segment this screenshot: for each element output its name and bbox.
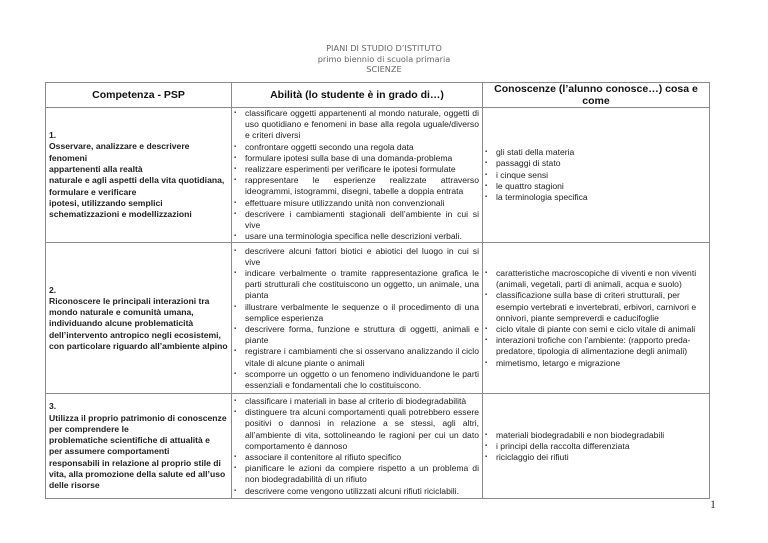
document-subject: SCIENZE — [366, 64, 402, 74]
conoscenze-list — [483, 268, 709, 369]
competenza-text-line: Riconoscere le principali interazioni tra — [49, 295, 210, 306]
abilita-item: ▪ usare una terminologia specifica nelle descrizioni verbali. — [232, 231, 482, 242]
abilita-item: ▪ illustrare verbalmente le sequenze o il procedimento di una semplice esperienza — [232, 302, 482, 324]
abilita-item: ▪ confrontare oggetti secondo una regola data — [232, 142, 482, 153]
competenza-number: 2. — [49, 284, 57, 295]
abilita-list — [232, 108, 482, 242]
competenza-text-line: con particolare riguardo all’ambiente alpino — [49, 341, 228, 352]
abilita-item: ▪ distinguere tra alcuni comportamenti quali potrebbero essere positivi o dannosi in relazione a se stessi, agli altri, all’ambiente di vita, sottolineando le ragioni per cui un dato comportamento è dannoso — [232, 407, 482, 452]
abilita-list — [232, 246, 482, 392]
abilita-item: ▪ registrare i cambiamenti che si osservano analizzando il ciclo vitale di alcune piante o animali — [232, 346, 482, 368]
column-header-abilita: Abilità (lo studente è in grado di…) — [232, 83, 483, 108]
table-row — [46, 108, 710, 243]
conoscenze-cell — [483, 243, 710, 394]
abilita-item: ▪ formulare ipotesi sulla base di una domanda-problema — [232, 153, 482, 164]
competenza-text-line: Utilizza il proprio patrimonio di conoscenze — [49, 412, 227, 423]
competenza-number: 3. — [49, 401, 57, 412]
competenza-number: 1. — [49, 130, 57, 141]
abilita-item: ▪ pianificare le azioni da compiere rispetto a un problema di non biodegradabilità di un rifiuto — [232, 463, 482, 485]
curriculum-table — [45, 82, 710, 499]
competenza-text-line: per assumere comportamenti — [49, 446, 170, 457]
competenza-cell — [46, 243, 232, 394]
competenza-text-line: vita, alla promozione della salute ed all’uso — [49, 469, 226, 480]
document-title: PIANI DI STUDIO D’ISTITUTO — [326, 43, 442, 53]
competenza-text-line: mondo naturale e comunità umana, — [49, 307, 194, 318]
abilita-item: ▪ descrivere i cambiamenti stagionali dell’ambiente in cui si vive — [232, 209, 482, 231]
abilita-item: ▪ indicare verbalmente o tramite rappresentazione grafica le parti strutturali che costituiscono un oggetto, un animale, una pianta — [232, 268, 482, 302]
abilita-item: ▪ descrivere come vengono utilizzati alcuni rifiuti riciclabili. — [232, 486, 482, 497]
conoscenze-cell — [483, 108, 710, 243]
competenza-text-line: formulare e verificare — [49, 186, 137, 197]
competenza-cell — [46, 108, 232, 243]
abilita-cell — [232, 243, 483, 394]
table-row — [46, 394, 710, 499]
abilita-item: ▪ associare il contenitore al rifiuto specifico — [232, 452, 482, 463]
abilita-item: ▪ effettuare misure utilizzando unità non convenzionali — [232, 198, 482, 209]
conoscenze-item: ▪ passaggi di stato — [483, 158, 709, 169]
conoscenze-item: ▪ mimetismo, letargo e migrazione — [483, 358, 709, 369]
table-header-row — [46, 83, 710, 108]
competenza-cell — [46, 394, 232, 499]
competenza-text-line: ipotesi, utilizzando semplici — [49, 197, 163, 208]
abilita-item: ▪ rappresentare le esperienze realizzate attraverso ideogrammi, istogrammi, disegni, tabelle a doppia entrata — [232, 175, 482, 197]
column-header-conoscenze: Conoscenze (l’alunno conosce…) cosa e come — [483, 83, 710, 108]
column-header-competenza: Competenza - PSP — [46, 83, 232, 108]
competenza-text-line: dell’intervento antropico negli ecosistemi, — [49, 329, 221, 340]
competenza-text-line: delle risorse — [49, 480, 100, 491]
abilita-item: ▪ classificare oggetti appartenenti al mondo naturale, oggetti di uso quotidiano e fenomeni in base alla regola uguale/diverso e criteri diversi — [232, 108, 482, 142]
competenza-text-line: schematizzazioni e modellizzazioni — [49, 209, 192, 220]
abilita-cell — [232, 394, 483, 499]
abilita-item: ▪ classificare i materiali in base al criterio di biodegradabilità — [232, 396, 482, 407]
competenza-text-line: appartenenti alla realtà — [49, 163, 143, 174]
competenza-text-line: problematiche scientifiche di attualità e — [49, 435, 210, 446]
abilita-item: ▪ descrivere forma, funzione e struttura di oggetti, animali e piante — [232, 324, 482, 346]
page-number: 1 — [710, 497, 716, 511]
abilita-item: ▪ realizzare esperimenti per verificare le ipotesi formulate — [232, 164, 482, 175]
conoscenze-item: ▪ le quattro stagioni — [483, 181, 709, 192]
abilita-item: ▪ descrivere alcuni fattori biotici e abiotici del luogo in cui si vive — [232, 246, 482, 268]
abilita-list — [232, 396, 482, 497]
competenza-text-line: naturale e agli aspetti della vita quotidiana, — [49, 175, 225, 186]
conoscenze-item: ▪ i cinque sensi — [483, 170, 709, 181]
competenza-text-line: individuando alcune problematicità — [49, 318, 194, 329]
conoscenze-list — [483, 430, 709, 464]
conoscenze-item: ▪ interazioni trofiche con l’ambiente: (rapporto preda-predatore, tipologia di alimentazione degli animali) — [483, 335, 709, 357]
conoscenze-item: ▪ la terminologia specifica — [483, 192, 709, 203]
conoscenze-item: ▪ i principi della raccolta differenziata — [483, 441, 709, 452]
conoscenze-item: ▪ materiali biodegradabili e non biodegradabili — [483, 430, 709, 441]
conoscenze-item: ▪ classificazione sulla base di criteri strutturali, per esempio vertebrati e invertebrati, erbivori, carnivori e onnivori, piante sempreverdi e caducifoglie — [483, 290, 709, 324]
conoscenze-item: ▪ caratteristiche macroscopiche di viventi e non viventi (animali, vegetali, parti di animali, acqua e suolo) — [483, 268, 709, 290]
abilita-cell — [232, 108, 483, 243]
conoscenze-item: ▪ riciclaggio dei rifiuti — [483, 452, 709, 463]
document-subtitle: primo biennio di scuola primaria — [317, 53, 451, 64]
conoscenze-list — [483, 147, 709, 203]
conoscenze-item: ▪ gli stati della materia — [483, 147, 709, 158]
table-row — [46, 243, 710, 394]
abilita-item: ▪ scomporre un oggetto o un fenomeno individuandone le parti essenziali e fondamentali che lo costituiscono. — [232, 369, 482, 391]
competenza-text-line: responsabili in relazione al proprio stile di — [49, 457, 221, 468]
conoscenze-item: ▪ ciclo vitale di piante con semi e ciclo vitale di animali — [483, 324, 709, 335]
conoscenze-cell — [483, 394, 710, 499]
competenza-text-line: per comprendere le — [49, 423, 129, 434]
competenza-text-line: Osservare, analizzare e descrivere fenomeni — [49, 141, 190, 163]
